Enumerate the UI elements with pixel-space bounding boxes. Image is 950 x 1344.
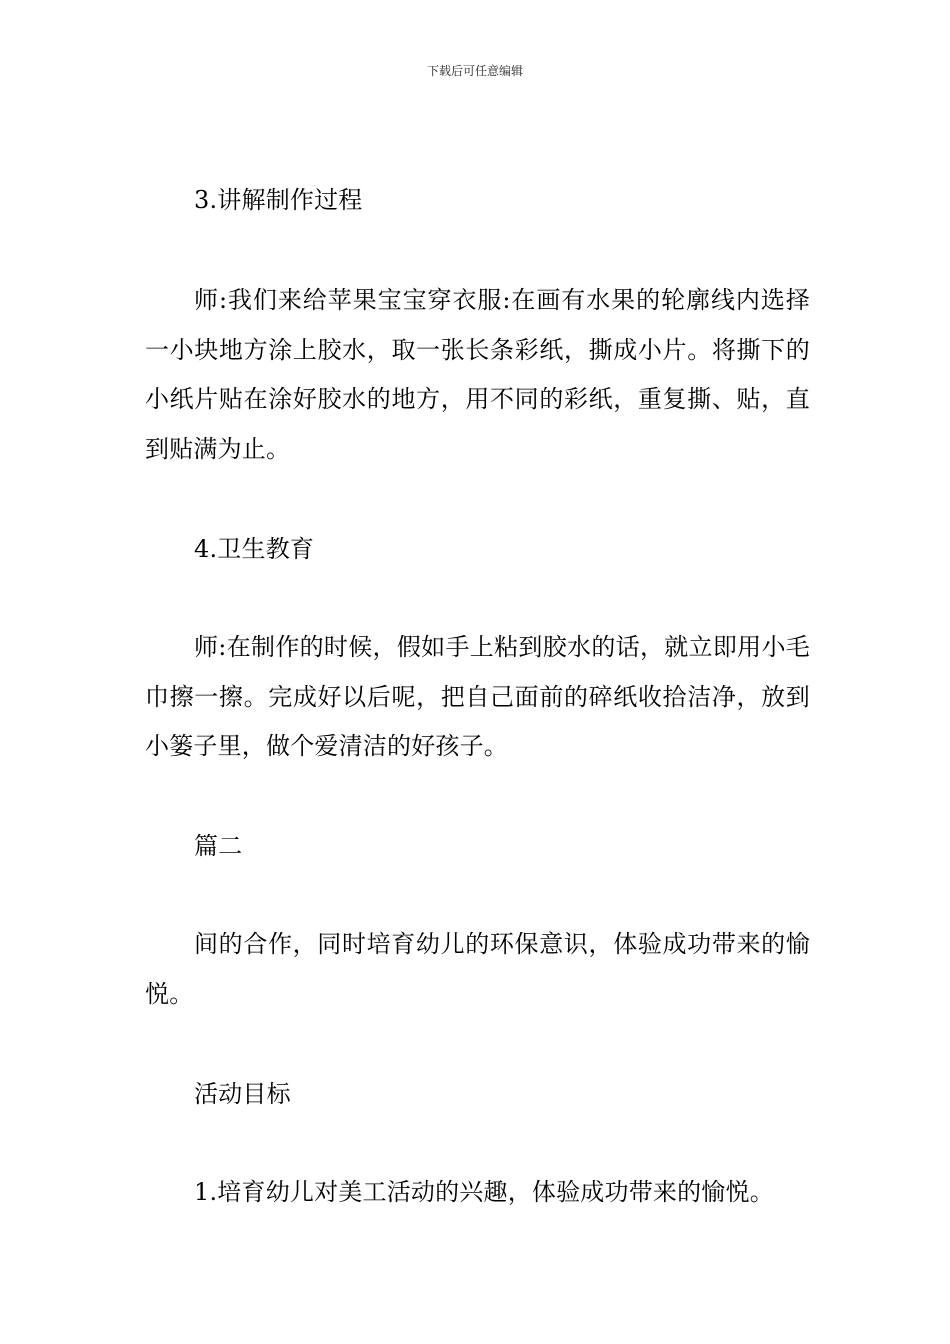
page-header-note: 下载后可任意编辑 [426,64,523,78]
paragraph-hygiene: 师:在制作的时候，假如手上粘到胶水的话，就立即用小毛巾擦一擦。完成好以后呢，把自己面前的碎纸收拾洁净，放到小篓子里，做个爱清洁的好孩子。 [145,633,810,760]
paragraph-process: 师:我们来给苹果宝宝穿衣服:在画有水果的轮廓线内选择一小块地方涂上胶水，取一张长条彩纸，撕成小片。将撕下的小纸片贴在涂好胶水的地方，用不同的彩纸，重复撕、贴，直到贴满为止。 [145,286,810,463]
section-heading-process: 3.讲解制作过程 [194,186,363,214]
section-heading-part2: 篇二 [194,832,243,860]
section-heading-goal: 活动目标 [194,1080,291,1108]
paragraph-part2: 间的合作，同时培育幼儿的环保意识，体验成功带来的愉悦。 [145,930,810,1008]
paragraph-goal-1: 1.培育幼儿对美工活动的兴趣，体验成功带来的愉悦。 [194,1178,774,1206]
section-heading-hygiene: 4.卫生教育 [194,535,315,563]
